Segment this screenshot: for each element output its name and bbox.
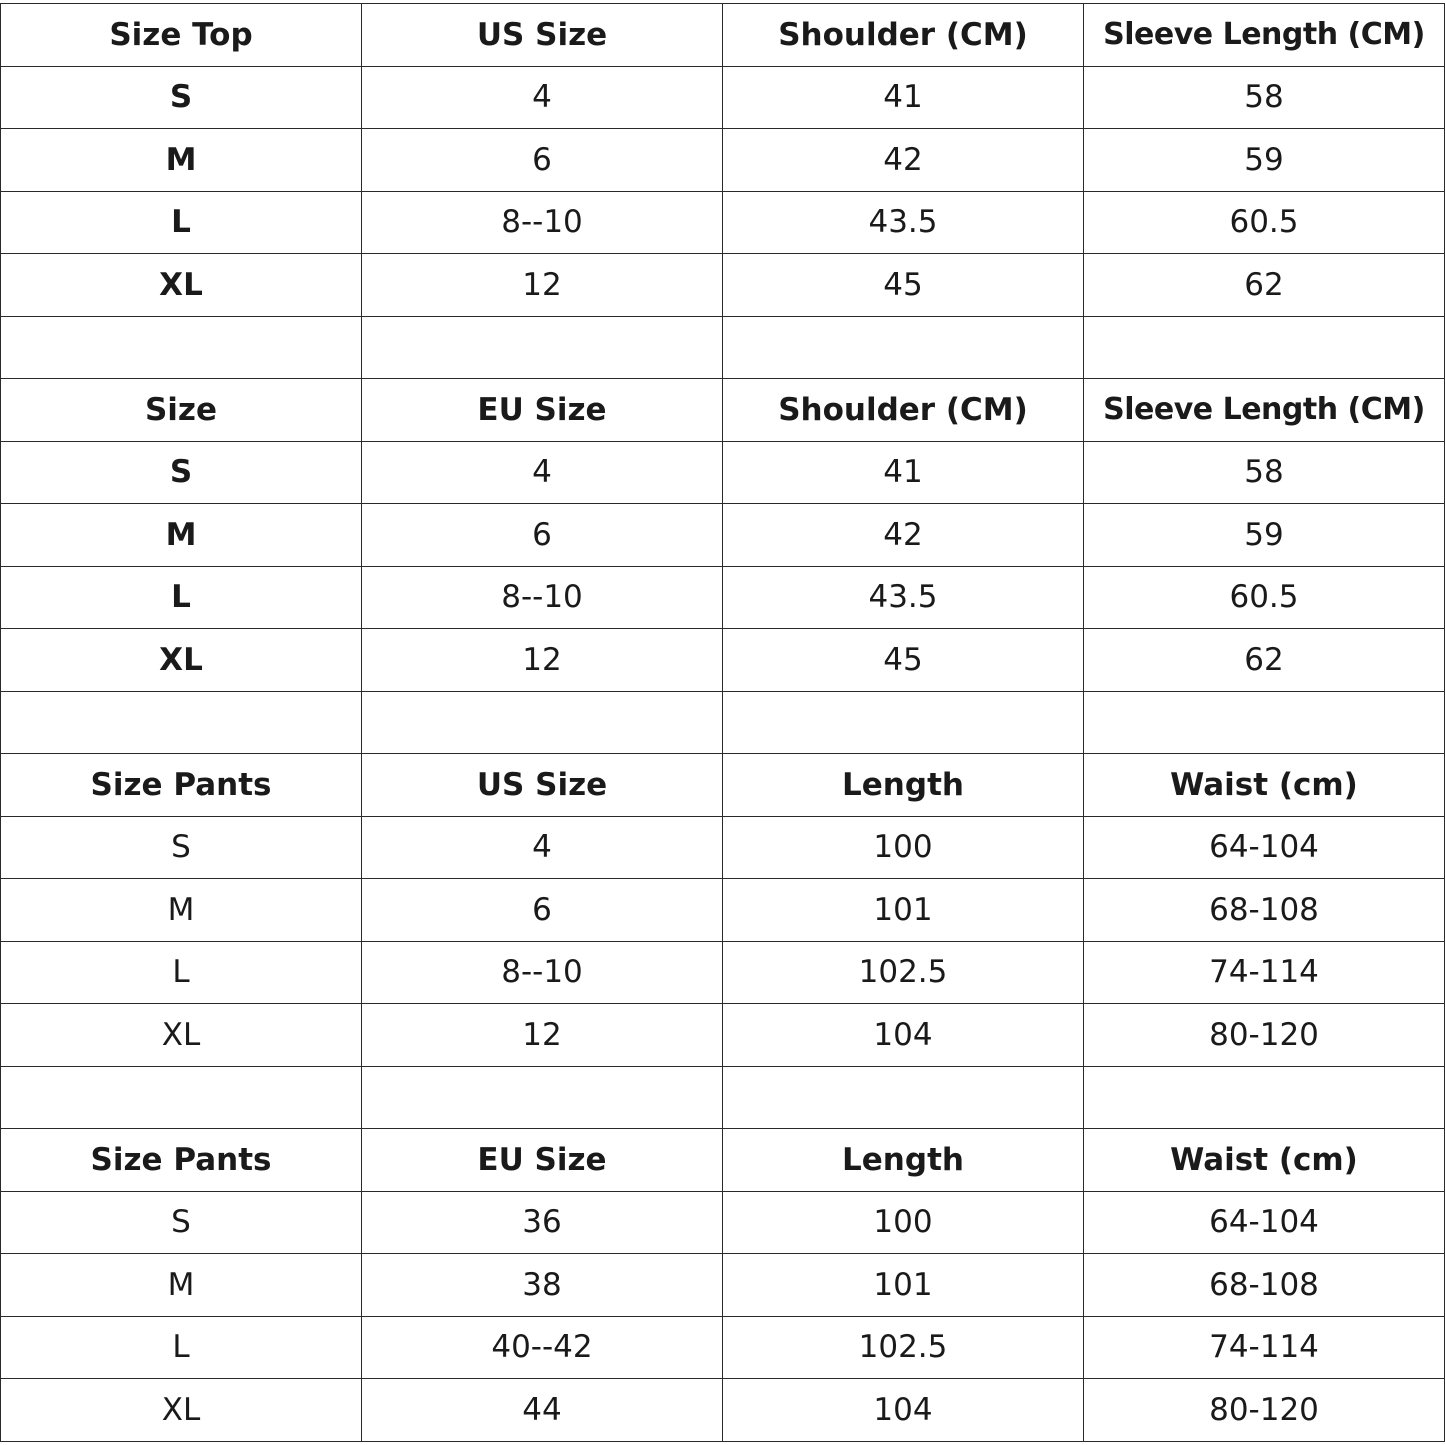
- cell-measure-b: 62: [1084, 254, 1445, 317]
- cell-measure-b: 64-104: [1084, 1191, 1445, 1254]
- table-row: [1, 191, 1445, 254]
- cell-region-size: 8--10: [362, 566, 723, 629]
- table-row: [1, 941, 1445, 1004]
- cell-size: S: [1, 816, 362, 879]
- cell-size: M: [1, 1254, 362, 1317]
- header-cell-size: Size Pants: [1, 1129, 362, 1192]
- empty-cell: [362, 1066, 723, 1129]
- header-cell-measure-b: Waist (cm): [1084, 754, 1445, 817]
- cell-size: M: [1, 129, 362, 192]
- empty-cell: [1, 316, 362, 379]
- section-header-row: [1, 4, 1445, 67]
- header-cell-region-size: EU Size: [362, 379, 723, 442]
- cell-measure-a: 101: [723, 1254, 1084, 1317]
- header-cell-size: Size Pants: [1, 754, 362, 817]
- cell-size: L: [1, 1316, 362, 1379]
- cell-measure-b: 64-104: [1084, 816, 1445, 879]
- cell-size: XL: [1, 1004, 362, 1067]
- cell-measure-a: 101: [723, 879, 1084, 942]
- table-row: [1, 879, 1445, 942]
- table-row: [1, 129, 1445, 192]
- size-chart-table: [0, 3, 1445, 1442]
- empty-cell: [723, 1066, 1084, 1129]
- cell-measure-a: 102.5: [723, 941, 1084, 1004]
- section-header-row: [1, 379, 1445, 442]
- table-row: [1, 1191, 1445, 1254]
- spacer-row: [1, 316, 1445, 379]
- cell-measure-a: 43.5: [723, 566, 1084, 629]
- cell-measure-b: 60.5: [1084, 566, 1445, 629]
- empty-cell: [362, 691, 723, 754]
- header-cell-region-size: US Size: [362, 754, 723, 817]
- cell-region-size: 4: [362, 66, 723, 129]
- cell-size: XL: [1, 1379, 362, 1442]
- header-cell-size: Size Top: [1, 4, 362, 67]
- cell-measure-a: 42: [723, 504, 1084, 567]
- cell-size: S: [1, 66, 362, 129]
- header-cell-measure-b: Sleeve Length (CM): [1084, 4, 1445, 67]
- header-cell-measure-a: Shoulder (CM): [723, 4, 1084, 67]
- cell-region-size: 4: [362, 441, 723, 504]
- cell-region-size: 12: [362, 629, 723, 692]
- cell-measure-a: 41: [723, 441, 1084, 504]
- cell-measure-b: 59: [1084, 129, 1445, 192]
- cell-measure-b: 58: [1084, 66, 1445, 129]
- section-header-row: [1, 1129, 1445, 1192]
- empty-cell: [1084, 691, 1445, 754]
- empty-cell: [1, 1066, 362, 1129]
- cell-measure-b: 80-120: [1084, 1379, 1445, 1442]
- cell-measure-b: 62: [1084, 629, 1445, 692]
- cell-size: S: [1, 1191, 362, 1254]
- table-row: [1, 66, 1445, 129]
- header-cell-measure-b: Waist (cm): [1084, 1129, 1445, 1192]
- cell-measure-b: 80-120: [1084, 1004, 1445, 1067]
- cell-measure-b: 68-108: [1084, 1254, 1445, 1317]
- table-row: [1, 1379, 1445, 1442]
- cell-region-size: 44: [362, 1379, 723, 1442]
- cell-region-size: 6: [362, 129, 723, 192]
- cell-region-size: 38: [362, 1254, 723, 1317]
- cell-region-size: 6: [362, 879, 723, 942]
- empty-cell: [723, 316, 1084, 379]
- spacer-row: [1, 691, 1445, 754]
- section-header-row: [1, 754, 1445, 817]
- cell-measure-b: 68-108: [1084, 879, 1445, 942]
- cell-region-size: 36: [362, 1191, 723, 1254]
- cell-region-size: 12: [362, 254, 723, 317]
- cell-measure-a: 45: [723, 629, 1084, 692]
- cell-measure-a: 100: [723, 1191, 1084, 1254]
- empty-cell: [1084, 316, 1445, 379]
- cell-region-size: 12: [362, 1004, 723, 1067]
- cell-size: L: [1, 566, 362, 629]
- cell-region-size: 8--10: [362, 941, 723, 1004]
- header-cell-region-size: EU Size: [362, 1129, 723, 1192]
- cell-region-size: 8--10: [362, 191, 723, 254]
- cell-measure-a: 42: [723, 129, 1084, 192]
- cell-size: M: [1, 879, 362, 942]
- table-row: [1, 1004, 1445, 1067]
- header-cell-measure-a: Length: [723, 754, 1084, 817]
- cell-region-size: 40--42: [362, 1316, 723, 1379]
- table-row: [1, 1316, 1445, 1379]
- header-cell-size: Size: [1, 379, 362, 442]
- cell-measure-a: 45: [723, 254, 1084, 317]
- cell-size: M: [1, 504, 362, 567]
- table-row: [1, 1254, 1445, 1317]
- table-row: [1, 629, 1445, 692]
- table-row: [1, 254, 1445, 317]
- table-row: [1, 441, 1445, 504]
- cell-measure-b: 60.5: [1084, 191, 1445, 254]
- table-row: [1, 816, 1445, 879]
- cell-measure-b: 74-114: [1084, 941, 1445, 1004]
- empty-cell: [1084, 1066, 1445, 1129]
- empty-cell: [362, 316, 723, 379]
- cell-size: L: [1, 191, 362, 254]
- cell-size: XL: [1, 254, 362, 317]
- cell-measure-a: 100: [723, 816, 1084, 879]
- cell-region-size: 6: [362, 504, 723, 567]
- cell-measure-b: 74-114: [1084, 1316, 1445, 1379]
- empty-cell: [1, 691, 362, 754]
- cell-measure-b: 59: [1084, 504, 1445, 567]
- size-chart-body: [1, 4, 1445, 1442]
- cell-measure-a: 102.5: [723, 1316, 1084, 1379]
- table-row: [1, 566, 1445, 629]
- table-row: [1, 504, 1445, 567]
- cell-measure-a: 104: [723, 1379, 1084, 1442]
- header-cell-measure-a: Shoulder (CM): [723, 379, 1084, 442]
- empty-cell: [723, 691, 1084, 754]
- cell-measure-a: 43.5: [723, 191, 1084, 254]
- header-cell-region-size: US Size: [362, 4, 723, 67]
- spacer-row: [1, 1066, 1445, 1129]
- cell-measure-a: 104: [723, 1004, 1084, 1067]
- cell-size: L: [1, 941, 362, 1004]
- cell-measure-b: 58: [1084, 441, 1445, 504]
- cell-size: S: [1, 441, 362, 504]
- header-cell-measure-a: Length: [723, 1129, 1084, 1192]
- cell-measure-a: 41: [723, 66, 1084, 129]
- header-cell-measure-b: Sleeve Length (CM): [1084, 379, 1445, 442]
- cell-region-size: 4: [362, 816, 723, 879]
- cell-size: XL: [1, 629, 362, 692]
